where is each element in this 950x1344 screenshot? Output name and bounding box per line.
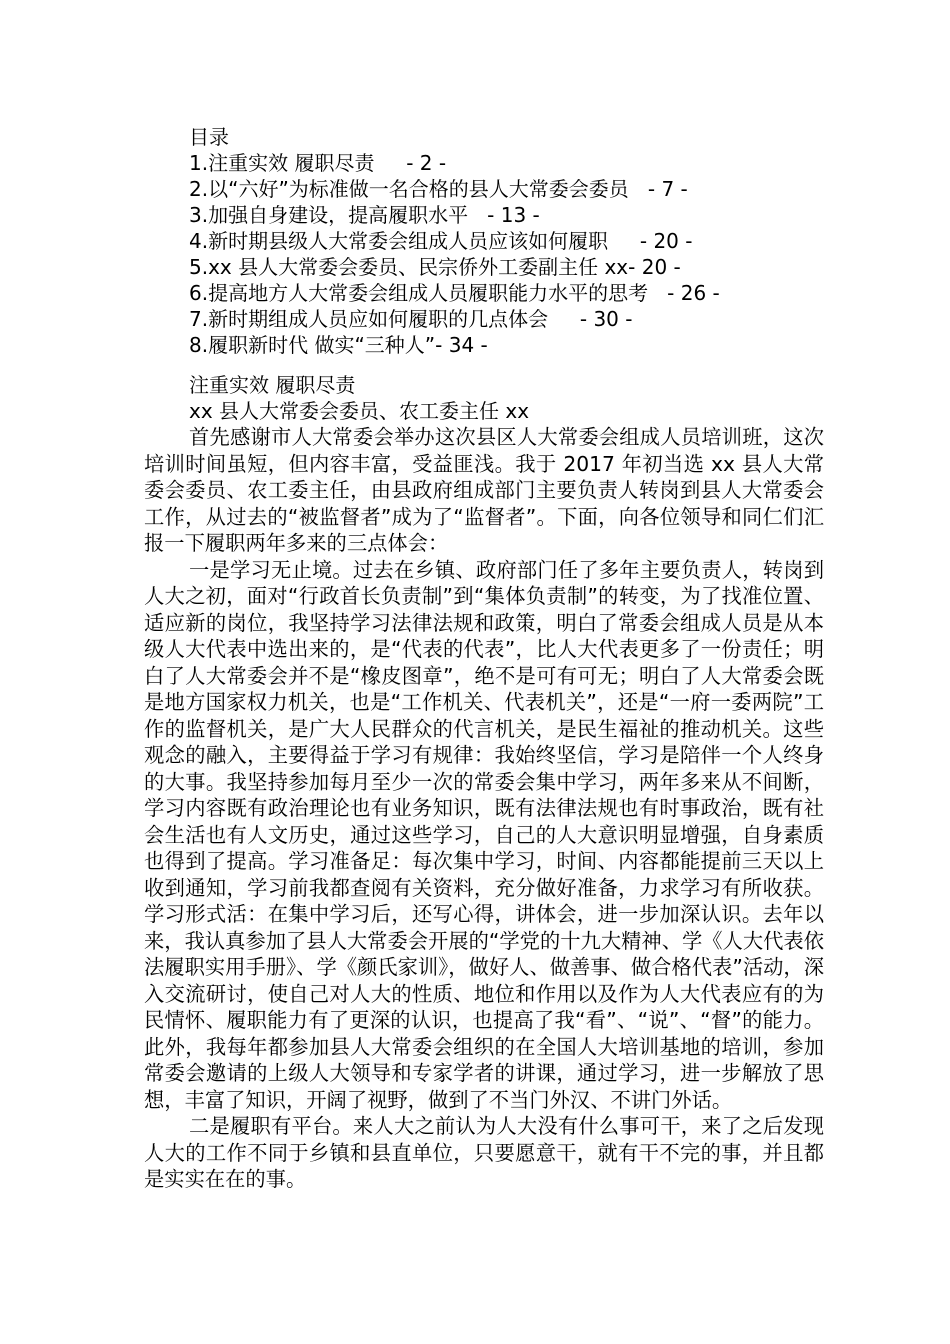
article-paragraph: 首先感谢市人大常委会举办这次县区人大常委会组成人员培训班，这次培训时间虽短，但内容丰富，受益匪浅。我于 2017 年初当选 xx 县人大常委会委员、农工委主任，由县政府组成部门主要负责人转岗到县人大常委会工作，从过去的“被监督者”成为了“监督者”。下面，向各位领导和同仁们汇报一下履职两年多来的三点体会： [144, 425, 824, 555]
toc-item: 1.注重实效 履职尽责 - 2 - [189, 151, 447, 175]
toc-title: 目录 [189, 125, 229, 149]
toc-item: 5.xx 县人大常委会委员、民宗侨外工委副主任 xx- 20 - [189, 255, 681, 279]
toc-item: 4.新时期县级人大常委会组成人员应该如何履职 - 20 - [189, 229, 693, 253]
toc-item: 7.新时期组成人员应如何履职的几点体会 - 30 - [189, 307, 633, 331]
article-paragraph: 二是履职有平台。来人大之前认为人大没有什么事可干，来了之后发现人大的工作不同于乡镇和县直单位，只要愿意干，就有干不完的事，并且都是实实在在的事。 [144, 1114, 824, 1191]
article-body [144, 372, 824, 1193]
toc-item: 2.以“六好”为标准做一名合格的县人大常委会委员 - 7 - [189, 177, 688, 201]
article-author: xx 县人大常委会委员、农工委主任 xx [189, 399, 530, 423]
toc-item: 6.提高地方人大常委会组成人员履职能力水平的思考 - 26 - [189, 281, 720, 305]
table-of-contents [189, 124, 869, 358]
toc-item: 3.加强自身建设，提高履职水平 - 13 - [189, 203, 540, 227]
article-paragraph: 一是学习无止境。过去在乡镇、政府部门任了多年主要负责人，转岗到人大之初，面对“行政首长负责制”到“集体负责制”的转变，为了找准位置、适应新的岗位，我坚持学习法律法规和政策，明白了常委会组成人员是从本级人大代表中选出来的，是“代表的代表”，比人大代表更多了一份责任；明白了人大常委会并不是“橡皮图章”，绝不是可有可无；明白了人大常委会既是地方国家权力机关，也是“工作机关、代表机关”，还是“一府一委两院”工作的监督机关，是广大人民群众的代言机关，是民生福祉的推动机关。这些观念的融入，主要得益于学习有规律：我始终坚信，学习是陪伴一个人终身的大事。我坚持参加每月至少一次的常委会集中学习，两年多来从不间断，学习内容既有政治理论也有业务知识，既有法律法规也有时事政治，既有社会生活也有人文历史，通过这些学习，自己的人大意识明显增强，自身素质也得到了提高。学习准备足：每次集中学习，时间、内容都能提前三天以上收到通知，学习前我都查阅有关资料，充分做好准备，力求学习有所收获。学习形式活：在集中学习后，还写心得，讲体会，进一步加深认识。去年以来，我认真参加了县人大常委会开展的“学党的十九大精神、学《人大代表依法履职实用手册》、学《颜氏家训》，做好人、做善事、做合格代表”活动，深入交流研讨，使自己对人大的性质、地位和作用以及作为人大代表应有的为民情怀、履职能力有了更深的认识，也提高了我“看”、“说”、“督”的能力。此外，我每年都参加县人大常委会组织的在全国人大培训基地的培训，参加常委会邀请的上级人大领导和专家学者的讲课，通过学习，进一步解放了思想，丰富了知识，开阔了视野，做到了不当门外汉、不讲门外话。 [144, 557, 824, 1112]
toc-item: 8.履职新时代 做实“三种人”- 34 - [189, 333, 488, 357]
article-title: 注重实效 履职尽责 [189, 373, 356, 397]
